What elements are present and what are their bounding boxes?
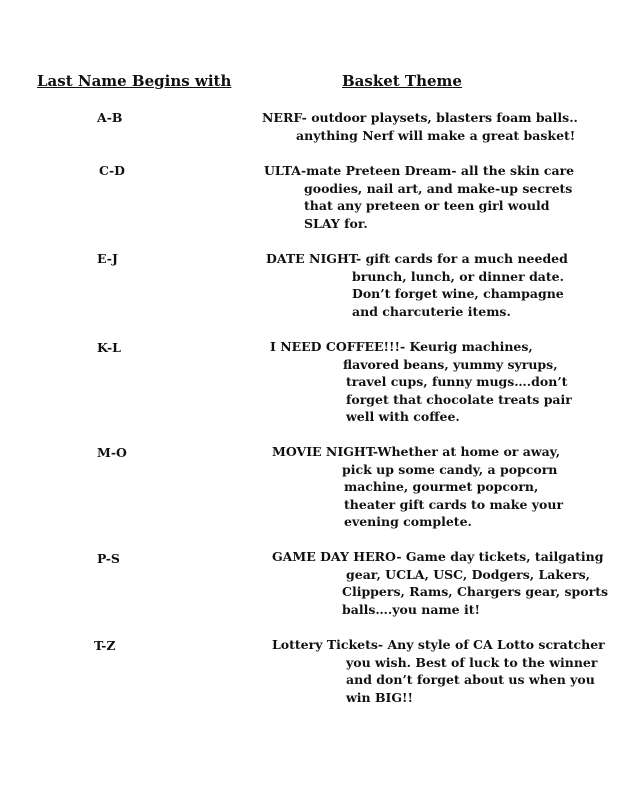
column-header-basket-theme: Basket Theme xyxy=(342,72,462,90)
theme-line: Clippers, Rams, Chargers gear, sports xyxy=(342,584,609,599)
theme-e-j xyxy=(266,250,568,320)
theme-line: ULTA-mate Preteen Dream- all the skin care xyxy=(264,163,575,178)
theme-line: win BIG!! xyxy=(346,689,414,705)
theme-t-z xyxy=(272,636,605,706)
theme-line: gear, UCLA, USC, Dodgers, Lakers, xyxy=(346,566,590,582)
theme-line: pick up some candy, a popcorn xyxy=(342,461,558,477)
theme-line: GAME DAY HERO- Game day tickets, tailgating xyxy=(272,549,604,564)
theme-line: well with coffee. xyxy=(346,409,460,424)
theme-line: evening complete. xyxy=(344,514,472,529)
theme-line: and charcuterie items. xyxy=(352,303,511,319)
letters-c-d: C-D xyxy=(99,163,125,178)
theme-a-b xyxy=(262,109,578,144)
theme-line: Don’t forget wine, champagne xyxy=(352,286,564,301)
letters-t-z: T-Z xyxy=(94,638,116,653)
theme-k-l xyxy=(270,338,572,426)
theme-line: forget that chocolate treats pair xyxy=(346,391,572,407)
theme-line: you wish. Best of luck to the winner xyxy=(346,654,598,670)
theme-line: DATE NIGHT- gift cards for a much needed xyxy=(266,251,568,266)
theme-line: SLAY for. xyxy=(304,215,368,231)
theme-line: anything Nerf will make a great basket! xyxy=(296,127,576,143)
theme-line: machine, gourmet popcorn, xyxy=(344,479,539,494)
letters-a-b: A-B xyxy=(97,110,123,125)
column-header-last-name: Last Name Begins with xyxy=(37,72,232,90)
letters-k-l: K-L xyxy=(97,340,121,355)
letters-p-s: P-S xyxy=(97,551,120,566)
theme-line: that any preteen or teen girl would xyxy=(304,198,550,213)
theme-line: NERF- outdoor playsets, blasters foam balls.. xyxy=(262,110,578,125)
theme-c-d xyxy=(264,162,574,232)
theme-line: I NEED COFFEE!!!- Keurig machines, xyxy=(270,339,533,354)
theme-line: travel cups, funny mugs….don’t xyxy=(346,374,568,389)
letters-e-j: E-J xyxy=(97,251,118,266)
theme-m-o xyxy=(272,443,563,531)
theme-line: brunch, lunch, or dinner date. xyxy=(352,268,564,284)
letters-m-o: M-O xyxy=(97,445,127,460)
theme-line: goodies, nail art, and make-up secrets xyxy=(304,180,573,196)
theme-line: flavored beans, yummy syrups, xyxy=(343,356,558,372)
theme-line: theater gift cards to make your xyxy=(344,496,564,512)
theme-line: Lottery Tickets- Any style of CA Lotto scratcher xyxy=(272,637,605,652)
theme-line: balls….you name it! xyxy=(342,601,480,617)
theme-line: MOVIE NIGHT-Whether at home or away, xyxy=(272,444,561,459)
theme-p-s xyxy=(272,548,608,618)
theme-line: and don’t forget about us when you xyxy=(346,672,595,687)
